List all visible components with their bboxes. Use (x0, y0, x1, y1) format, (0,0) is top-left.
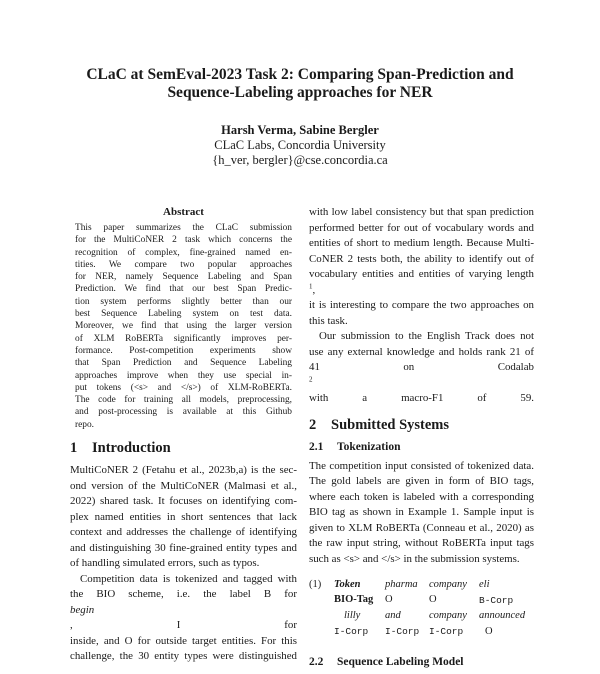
section-number: 2 (309, 416, 317, 433)
title-line: Sequence-Labeling approaches for NER (167, 84, 433, 101)
section-title: Introduction (92, 440, 171, 457)
intro-line: ond version of the MultiCoNER (Malmasi et al., (70, 479, 297, 492)
email: {h_ver, bergler}@cse.concordia.ca (212, 153, 388, 167)
example-token: announced (479, 610, 526, 621)
intro-line: 2022) shared task. It focuses on identifying com- (70, 495, 297, 508)
abstract-text (75, 222, 292, 431)
example-tag: I-Corp (429, 626, 464, 637)
subsection-heading-tokenization (309, 440, 534, 454)
example-tag: O (385, 594, 393, 605)
right-column (309, 205, 534, 674)
intro-line: context and addresses the challenge of identifying (70, 526, 297, 539)
tokenization-text (309, 459, 534, 568)
body-line: CoNER 2 tests both, the ability to identify out of (309, 252, 534, 265)
abstract-line: approaches improve when they use special in- (75, 370, 292, 381)
example-tag: O (485, 626, 493, 637)
example-tag: B-Corp (479, 595, 514, 606)
footnote-marker: 1 (309, 281, 313, 290)
intro-line-part: , I for (70, 619, 297, 632)
abstract-line: for the MultiCoNER 2 task which concerns the (75, 235, 292, 246)
intro-line: MultiCoNER 2 (Fetahu et al., 2023b,a) is the sec- (70, 464, 297, 477)
intro-line: and distinguishing 30 fine-grained entity types and (70, 541, 297, 554)
abstract-line: Prediction. We find that our best Span Predic- (75, 284, 292, 295)
introduction-text (70, 463, 297, 665)
bio-example (309, 579, 534, 641)
body-line: use any external knowledge and holds rank 21 of (309, 345, 534, 358)
subsection-title: Tokenization (337, 440, 401, 453)
abstract-line: of XLM RoBERTa significantly improves per- (75, 333, 292, 344)
example-token: lilly (344, 610, 361, 621)
example-token: and (385, 610, 401, 621)
section-title: Submitted Systems (331, 416, 450, 433)
example-tag-label: BIO-Tag (334, 594, 374, 605)
emphasis-begin: begin (70, 603, 95, 616)
subsection-number: 2.2 (309, 656, 324, 668)
abstract-heading: Abstract (163, 206, 204, 218)
abstract-line: tion system performs slightly better than our (75, 296, 292, 307)
author-names: Harsh Verma, Sabine Bergler (221, 123, 379, 137)
abstract-line: and post-processing is available at this Github (75, 407, 292, 418)
body-line-part: vocabulary entities and entities of varying length (309, 268, 534, 280)
body-line-part: with a macro-F1 of 59. (309, 392, 534, 404)
section-number: 1 (70, 440, 78, 457)
body-line: it is interesting to compare the two approaches on (309, 299, 534, 311)
body-line: given to XLM RoBERTa (Conneau et al., 2020) as (309, 521, 534, 534)
affiliation: CLaC Labs, Concordia University (214, 138, 386, 152)
subsection-number: 2.1 (309, 440, 324, 453)
abstract-line: that Span Prediction and Sequence Labeling (75, 358, 292, 369)
body-line: The gold labels are given in form of BIO tags, (309, 475, 534, 487)
intro-line: challenge, the 30 entity types were distinguished (70, 650, 297, 663)
section-heading-submitted-systems (309, 416, 534, 434)
body-line: BIO tag as shown in Example 1. Sample input is (309, 506, 534, 518)
body-line: with low label consistency but that span prediction (309, 206, 534, 218)
section-heading-introduction (70, 439, 297, 457)
body-line: the raw input string, without RoBERTa input tags (309, 537, 534, 549)
body-line: Our submission to the English Track does not (319, 330, 534, 342)
body-line: such as <s> and </s> in the submission systems. (309, 552, 520, 565)
example-tag: I-Corp (385, 626, 420, 637)
example-tag: O (429, 594, 437, 605)
example-token: eli (479, 579, 490, 590)
abstract-line: put tokens (<s> and </s>) of XLM-RoBERTa. (75, 382, 292, 393)
abstract-line: for NER, namely Sequence Labeling and Span (75, 272, 292, 283)
abstract-line: This paper summarizes the CLaC submission (75, 223, 292, 233)
example-token: company (429, 610, 467, 621)
example-token: pharma (385, 579, 418, 590)
example-tag: I-Corp (334, 626, 369, 637)
abstract-line: tities. We compare two popular approaches (75, 259, 292, 270)
footnote-marker: 2 (309, 374, 313, 383)
body-line-part: 41 on Codalab (309, 361, 534, 373)
abstract-line: The code for training all models, preprocessing, (75, 395, 292, 406)
intro-line (70, 587, 297, 634)
intro-line: of handling simulated errors, such as typos. (70, 557, 260, 570)
author-block (100, 123, 500, 168)
body-line: this task. (309, 314, 348, 327)
intro-line: Competition data is tokenized and tagged with (80, 572, 297, 585)
body-line: performed better for out of vocabulary words and (309, 221, 534, 234)
subsection-heading-sequence-labeling (309, 655, 534, 669)
abstract-line: best Sequence Labeling system on test data. (75, 309, 292, 320)
right-intro-text (309, 205, 534, 407)
abstract-line: repo. (75, 419, 95, 430)
title-line: CLaC at SemEval-2023 Task 2: Comparing Span-Prediction and (86, 66, 514, 83)
example-number: (1) (309, 579, 322, 590)
body-line: The competition input consisted of tokenized data. (309, 459, 534, 472)
subsection-title: Sequence Labeling Model (337, 656, 464, 668)
example-token-label: Token (334, 579, 361, 590)
body-line (309, 360, 534, 407)
left-column (70, 206, 297, 665)
abstract-line: formance. Post-competition experiments show (75, 345, 292, 356)
intro-line: plex named entities in short sentences that lack (70, 510, 297, 523)
intro-line: inside, and O for outside target entities. For this (70, 634, 297, 647)
intro-line-part: the BIO scheme, i.e. the label B for (70, 588, 297, 601)
paper-title (40, 66, 560, 102)
abstract-line: Moreover, we find that using the larger version (75, 321, 292, 332)
abstract-line: recognition of complex, fine-grained named en- (75, 247, 292, 258)
example-token: company (429, 579, 467, 590)
body-line: where each token is labeled with a corresponding (309, 490, 534, 503)
body-line: entities of short to medium length. Because Multi- (309, 237, 534, 249)
body-line: vocabulary entities and entities of varying length $^1$, (309, 268, 534, 296)
